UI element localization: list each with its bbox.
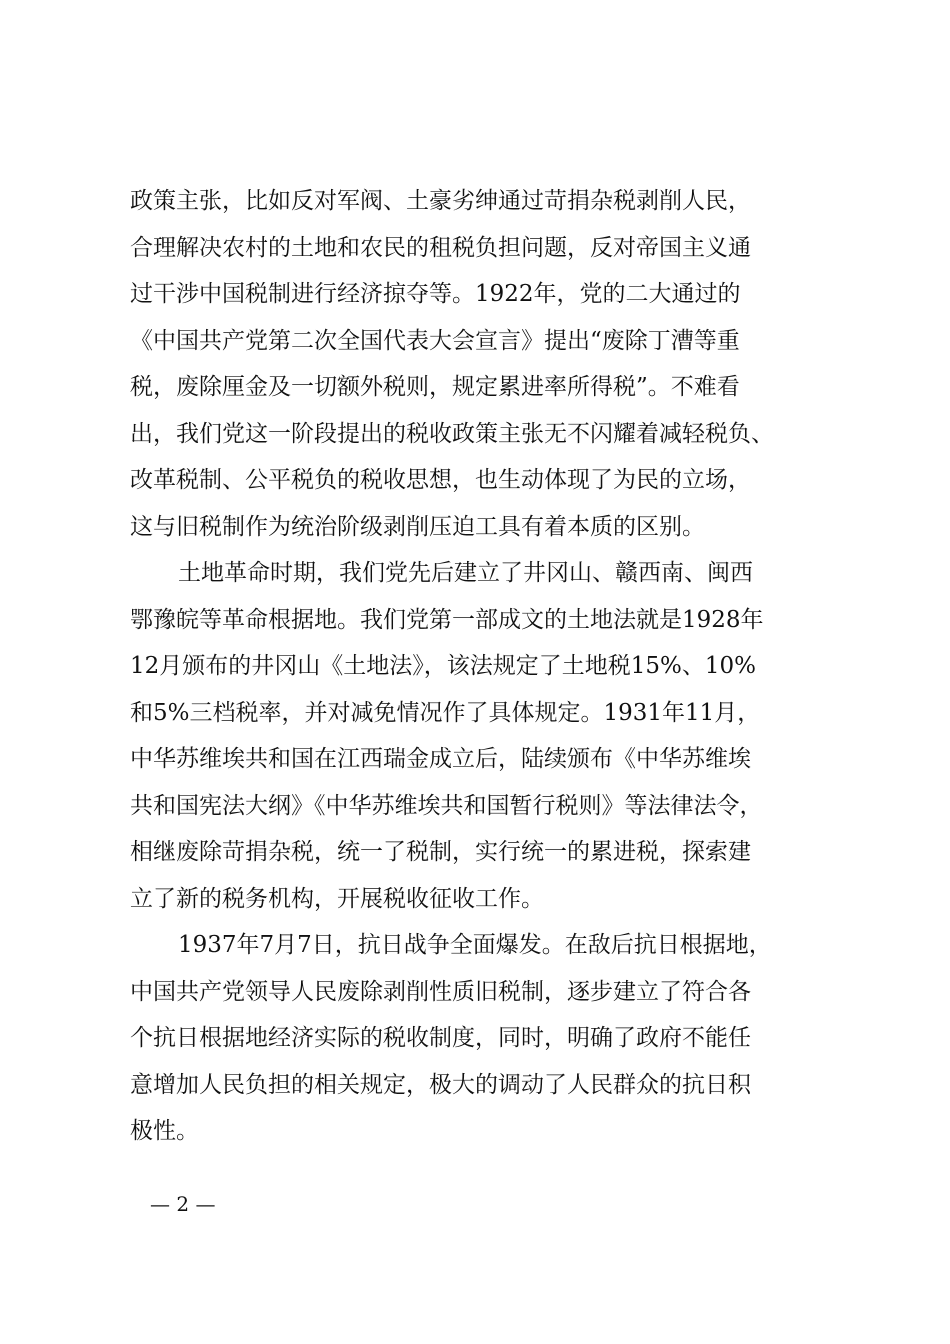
text-line: 中国共产党领导人民废除剥削性质旧税制，逐步建立了符合各 xyxy=(130,978,751,1005)
text-line: 改革税制、公平税负的税收思想，也生动体现了为民的立场， xyxy=(130,467,751,493)
text-line: 土地革命时期，我们党先后建立了井冈山、赣西南、闽西 xyxy=(178,560,753,586)
paragraph-1 xyxy=(130,178,835,550)
text-line: 出，我们党这一阶段提出的税收政策主张无不闪耀着减轻税负、 xyxy=(130,420,774,447)
text-line: 极性。 xyxy=(130,1118,199,1144)
text-line: 共和国宪法大纲》《中华苏维埃共和国暂行税则》等法律法令， xyxy=(130,792,763,819)
text-line: 和5%三档税率，并对减免情况作了具体规定。1931年11月， xyxy=(130,699,761,726)
text-line: 中华苏维埃共和国在江西瑞金成立后，陆续颁布《中华苏维埃 xyxy=(130,746,751,772)
paragraph-3 xyxy=(130,922,835,1155)
page-number: — 2 — xyxy=(150,1192,216,1216)
body-text xyxy=(130,178,835,1155)
text-line: 意增加人民负担的相关规定，极大的调动了人民群众的抗日积 xyxy=(130,1071,751,1098)
text-line: 《中国共产党第二次全国代表大会宣言》提出“废除丁漕等重 xyxy=(130,327,740,354)
text-line: 合理解决农村的土地和农民的租税负担问题，反对帝国主义通 xyxy=(130,234,751,261)
text-line: 立了新的税务机构，开展税收征收工作。 xyxy=(130,885,544,912)
text-line: 相继废除苛捐杂税，统一了税制，实行统一的累进税，探索建 xyxy=(130,839,751,865)
text-line: 这与旧税制作为统治阶级剥削压迫工具有着本质的区别。 xyxy=(130,513,705,540)
text-line: 个抗日根据地经济实际的税收制度，同时，明确了政府不能任 xyxy=(130,1025,751,1051)
text-line: 政策主张，比如反对军阀、土豪劣绅通过苛捐杂税剥削人民， xyxy=(130,188,751,214)
text-line: 过干涉中国税制进行经济掠夺等。1922年，党的二大通过的 xyxy=(130,281,741,307)
text-line: 1937年7月7日，抗日战争全面爆发。在敌后抗日根据地， xyxy=(178,932,772,958)
paragraph-2 xyxy=(130,550,835,922)
text-line: 税，废除厘金及一切额外税则，规定累进率所得税”。不难看 xyxy=(130,374,740,400)
text-line: 鄂豫皖等革命根据地。我们党第一部成文的土地法就是1928年 xyxy=(130,606,764,633)
text-line: 12月颁布的井冈山《土地法》，该法规定了土地税15%、10% xyxy=(130,653,757,679)
